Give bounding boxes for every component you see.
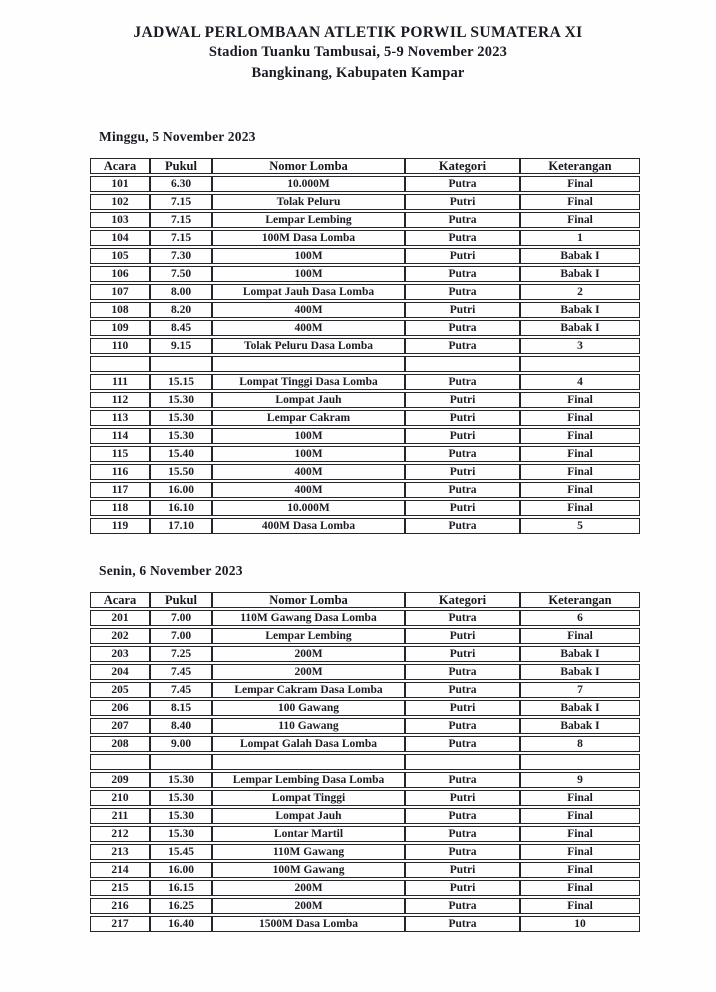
table-row-empty bbox=[90, 754, 640, 770]
cell-acara: 112 bbox=[90, 392, 150, 408]
cell-acara: 214 bbox=[90, 862, 150, 878]
cell-keterangan: Babak I bbox=[520, 266, 640, 282]
col-header-acara: Acara bbox=[90, 158, 150, 174]
table-row bbox=[90, 790, 640, 806]
cell-kategori: Putra bbox=[405, 844, 520, 860]
cell-keterangan: Final bbox=[520, 482, 640, 498]
cell-keterangan: Babak I bbox=[520, 718, 640, 734]
day-section-minggu bbox=[0, 129, 716, 536]
cell-acara: 111 bbox=[90, 374, 150, 390]
cell-acara: 105 bbox=[90, 248, 150, 264]
cell-kategori: Putra bbox=[405, 230, 520, 246]
cell-keterangan: Final bbox=[520, 628, 640, 644]
cell-nomor-lomba: 100M Dasa Lomba bbox=[212, 230, 405, 246]
cell-kategori: Putra bbox=[405, 284, 520, 300]
cell-kategori bbox=[405, 754, 520, 770]
cell-keterangan: Final bbox=[520, 212, 640, 228]
table-header bbox=[90, 592, 640, 608]
cell-keterangan: 9 bbox=[520, 772, 640, 788]
table-row bbox=[90, 500, 640, 516]
cell-kategori: Putri bbox=[405, 628, 520, 644]
cell-nomor-lomba: Lompat Jauh bbox=[212, 392, 405, 408]
cell-acara: 113 bbox=[90, 410, 150, 426]
cell-nomor-lomba: 10.000M bbox=[212, 500, 405, 516]
cell-nomor-lomba: Lompat Jauh Dasa Lomba bbox=[212, 284, 405, 300]
cell-pukul: 15.30 bbox=[150, 410, 212, 426]
cell-kategori: Putra bbox=[405, 718, 520, 734]
cell-kategori: Putri bbox=[405, 464, 520, 480]
cell-acara: 217 bbox=[90, 916, 150, 932]
table-row bbox=[90, 464, 640, 480]
cell-keterangan: 7 bbox=[520, 682, 640, 698]
cell-nomor-lomba: 400M bbox=[212, 464, 405, 480]
cell-nomor-lomba: 1500M Dasa Lomba bbox=[212, 916, 405, 932]
cell-nomor-lomba bbox=[212, 356, 405, 372]
cell-keterangan: Final bbox=[520, 880, 640, 896]
table-row bbox=[90, 736, 640, 752]
cell-acara: 116 bbox=[90, 464, 150, 480]
cell-kategori: Putri bbox=[405, 500, 520, 516]
cell-acara: 202 bbox=[90, 628, 150, 644]
cell-kategori: Putri bbox=[405, 646, 520, 662]
cell-pukul: 7.15 bbox=[150, 194, 212, 210]
cell-pukul: 17.10 bbox=[150, 518, 212, 534]
cell-acara: 212 bbox=[90, 826, 150, 842]
cell-nomor-lomba: 100M bbox=[212, 446, 405, 462]
cell-kategori: Putra bbox=[405, 212, 520, 228]
table-header-row bbox=[90, 158, 640, 174]
cell-nomor-lomba: 200M bbox=[212, 664, 405, 680]
cell-nomor-lomba: 110 Gawang bbox=[212, 718, 405, 734]
cell-nomor-lomba: Lempar Lembing bbox=[212, 628, 405, 644]
table-row bbox=[90, 664, 640, 680]
cell-pukul: 8.45 bbox=[150, 320, 212, 336]
table-row bbox=[90, 682, 640, 698]
cell-acara: 101 bbox=[90, 176, 150, 192]
cell-kategori: Putra bbox=[405, 518, 520, 534]
table-row bbox=[90, 898, 640, 914]
cell-kategori: Putri bbox=[405, 862, 520, 878]
cell-keterangan: Babak I bbox=[520, 320, 640, 336]
cell-keterangan: 6 bbox=[520, 610, 640, 626]
cell-kategori: Putri bbox=[405, 392, 520, 408]
cell-nomor-lomba: 200M bbox=[212, 646, 405, 662]
cell-pukul: 8.00 bbox=[150, 284, 212, 300]
cell-pukul: 8.15 bbox=[150, 700, 212, 716]
document-title bbox=[0, 0, 716, 84]
table-row bbox=[90, 302, 640, 318]
cell-acara: 108 bbox=[90, 302, 150, 318]
cell-nomor-lomba: Tolak Peluru bbox=[212, 194, 405, 210]
cell-nomor-lomba: 100M bbox=[212, 428, 405, 444]
cell-keterangan: Final bbox=[520, 826, 640, 842]
cell-nomor-lomba: Lompat Jauh bbox=[212, 808, 405, 824]
schedule-table-minggu bbox=[90, 156, 640, 536]
cell-acara: 208 bbox=[90, 736, 150, 752]
cell-acara: 203 bbox=[90, 646, 150, 662]
cell-kategori: Putra bbox=[405, 736, 520, 752]
cell-acara: 207 bbox=[90, 718, 150, 734]
cell-pukul: 15.30 bbox=[150, 826, 212, 842]
cell-keterangan: Final bbox=[520, 898, 640, 914]
cell-keterangan: Final bbox=[520, 844, 640, 860]
cell-kategori: Putra bbox=[405, 808, 520, 824]
cell-nomor-lomba: Lompat Tinggi bbox=[212, 790, 405, 806]
cell-kategori: Putri bbox=[405, 880, 520, 896]
cell-keterangan: 3 bbox=[520, 338, 640, 354]
cell-pukul bbox=[150, 356, 212, 372]
cell-pukul: 7.45 bbox=[150, 682, 212, 698]
table-row bbox=[90, 718, 640, 734]
cell-keterangan: Final bbox=[520, 410, 640, 426]
col-header-keterangan: Keterangan bbox=[520, 592, 640, 608]
cell-kategori: Putra bbox=[405, 772, 520, 788]
cell-kategori: Putri bbox=[405, 302, 520, 318]
cell-acara: 109 bbox=[90, 320, 150, 336]
cell-pukul: 15.40 bbox=[150, 446, 212, 462]
cell-acara: 117 bbox=[90, 482, 150, 498]
cell-nomor-lomba: 100 Gawang bbox=[212, 700, 405, 716]
title-line-1: JADWAL PERLOMBAAN ATLETIK PORWIL SUMATERA XI bbox=[133, 24, 583, 41]
day-section-senin bbox=[0, 563, 716, 934]
table-row bbox=[90, 808, 640, 824]
cell-keterangan: Final bbox=[520, 862, 640, 878]
table-row bbox=[90, 338, 640, 354]
cell-pukul: 9.00 bbox=[150, 736, 212, 752]
table-row bbox=[90, 212, 640, 228]
cell-acara: 119 bbox=[90, 518, 150, 534]
cell-pukul: 16.00 bbox=[150, 482, 212, 498]
cell-kategori: Putra bbox=[405, 266, 520, 282]
cell-pukul: 16.25 bbox=[150, 898, 212, 914]
cell-kategori: Putra bbox=[405, 916, 520, 932]
cell-acara: 211 bbox=[90, 808, 150, 824]
table-row bbox=[90, 826, 640, 842]
cell-pukul bbox=[150, 754, 212, 770]
cell-nomor-lomba: 110M Gawang bbox=[212, 844, 405, 860]
col-header-nomor-lomba: Nomor Lomba bbox=[212, 592, 405, 608]
cell-acara: 115 bbox=[90, 446, 150, 462]
cell-acara: 201 bbox=[90, 610, 150, 626]
table-body bbox=[90, 610, 640, 932]
cell-acara: 107 bbox=[90, 284, 150, 300]
cell-kategori: Putra bbox=[405, 320, 520, 336]
cell-acara: 110 bbox=[90, 338, 150, 354]
table-row bbox=[90, 374, 640, 390]
cell-keterangan: 8 bbox=[520, 736, 640, 752]
cell-pukul: 15.50 bbox=[150, 464, 212, 480]
cell-kategori: Putri bbox=[405, 700, 520, 716]
table-row bbox=[90, 518, 640, 534]
cell-pukul: 6.30 bbox=[150, 176, 212, 192]
cell-kategori: Putra bbox=[405, 826, 520, 842]
table-header-row bbox=[90, 592, 640, 608]
cell-nomor-lomba: 400M Dasa Lomba bbox=[212, 518, 405, 534]
cell-acara: 216 bbox=[90, 898, 150, 914]
section-heading-senin: Senin, 6 November 2023 bbox=[99, 563, 243, 578]
cell-pukul: 15.30 bbox=[150, 428, 212, 444]
cell-acara bbox=[90, 754, 150, 770]
cell-pukul: 8.40 bbox=[150, 718, 212, 734]
schedule-table-senin bbox=[90, 590, 640, 934]
cell-keterangan: Final bbox=[520, 428, 640, 444]
cell-acara: 102 bbox=[90, 194, 150, 210]
table-row bbox=[90, 862, 640, 878]
col-header-acara: Acara bbox=[90, 592, 150, 608]
table-row bbox=[90, 176, 640, 192]
cell-pukul: 7.00 bbox=[150, 628, 212, 644]
cell-pukul: 16.10 bbox=[150, 500, 212, 516]
cell-kategori: Putra bbox=[405, 446, 520, 462]
cell-kategori: Putri bbox=[405, 248, 520, 264]
cell-nomor-lomba: 100M bbox=[212, 248, 405, 264]
table-row bbox=[90, 266, 640, 282]
cell-keterangan: Final bbox=[520, 446, 640, 462]
cell-keterangan: 2 bbox=[520, 284, 640, 300]
cell-acara: 114 bbox=[90, 428, 150, 444]
cell-pukul: 7.00 bbox=[150, 610, 212, 626]
cell-keterangan: 5 bbox=[520, 518, 640, 534]
cell-pukul: 16.40 bbox=[150, 916, 212, 932]
cell-nomor-lomba: Lempar Lembing Dasa Lomba bbox=[212, 772, 405, 788]
cell-nomor-lomba: Lontar Martil bbox=[212, 826, 405, 842]
table-row bbox=[90, 880, 640, 896]
cell-nomor-lomba: 100M bbox=[212, 266, 405, 282]
section-heading-minggu: Minggu, 5 November 2023 bbox=[99, 129, 256, 144]
cell-kategori: Putra bbox=[405, 338, 520, 354]
cell-nomor-lomba: 110M Gawang Dasa Lomba bbox=[212, 610, 405, 626]
cell-pukul: 7.50 bbox=[150, 266, 212, 282]
cell-keterangan: 10 bbox=[520, 916, 640, 932]
cell-acara: 210 bbox=[90, 790, 150, 806]
cell-keterangan: Final bbox=[520, 464, 640, 480]
cell-pukul: 7.15 bbox=[150, 212, 212, 228]
cell-kategori: Putra bbox=[405, 898, 520, 914]
col-header-kategori: Kategori bbox=[405, 158, 520, 174]
cell-acara: 206 bbox=[90, 700, 150, 716]
cell-acara: 213 bbox=[90, 844, 150, 860]
table-row bbox=[90, 284, 640, 300]
cell-kategori: Putra bbox=[405, 482, 520, 498]
table-row bbox=[90, 446, 640, 462]
table-row bbox=[90, 700, 640, 716]
cell-pukul: 7.25 bbox=[150, 646, 212, 662]
cell-keterangan: Final bbox=[520, 392, 640, 408]
cell-keterangan: Babak I bbox=[520, 302, 640, 318]
cell-keterangan: Babak I bbox=[520, 248, 640, 264]
cell-pukul: 15.30 bbox=[150, 392, 212, 408]
table-row bbox=[90, 844, 640, 860]
col-header-nomor-lomba: Nomor Lomba bbox=[212, 158, 405, 174]
table-header bbox=[90, 158, 640, 174]
cell-nomor-lomba: Tolak Peluru Dasa Lomba bbox=[212, 338, 405, 354]
cell-pukul: 7.15 bbox=[150, 230, 212, 246]
cell-pukul: 15.30 bbox=[150, 790, 212, 806]
cell-keterangan: Final bbox=[520, 808, 640, 824]
col-header-kategori: Kategori bbox=[405, 592, 520, 608]
table-row bbox=[90, 194, 640, 210]
table-row bbox=[90, 482, 640, 498]
cell-keterangan: Final bbox=[520, 176, 640, 192]
cell-nomor-lomba: 400M bbox=[212, 320, 405, 336]
cell-nomor-lomba: Lompat Tinggi Dasa Lomba bbox=[212, 374, 405, 390]
table-row bbox=[90, 320, 640, 336]
col-header-keterangan: Keterangan bbox=[520, 158, 640, 174]
cell-pukul: 15.30 bbox=[150, 808, 212, 824]
cell-acara bbox=[90, 356, 150, 372]
cell-kategori: Putri bbox=[405, 410, 520, 426]
cell-nomor-lomba: 10.000M bbox=[212, 176, 405, 192]
cell-nomor-lomba: 100M Gawang bbox=[212, 862, 405, 878]
table-row bbox=[90, 392, 640, 408]
table-body bbox=[90, 176, 640, 534]
cell-acara: 215 bbox=[90, 880, 150, 896]
table-row bbox=[90, 628, 640, 644]
cell-acara: 205 bbox=[90, 682, 150, 698]
cell-keterangan bbox=[520, 356, 640, 372]
cell-acara: 209 bbox=[90, 772, 150, 788]
cell-keterangan: Babak I bbox=[520, 664, 640, 680]
cell-pukul: 8.20 bbox=[150, 302, 212, 318]
cell-keterangan: Babak I bbox=[520, 700, 640, 716]
cell-acara: 118 bbox=[90, 500, 150, 516]
cell-keterangan bbox=[520, 754, 640, 770]
table-row bbox=[90, 646, 640, 662]
cell-kategori: Putri bbox=[405, 428, 520, 444]
table-row bbox=[90, 772, 640, 788]
title-line-2: Stadion Tuanku Tambusai, 5-9 November 2023 bbox=[208, 44, 508, 60]
cell-keterangan: Final bbox=[520, 500, 640, 516]
cell-nomor-lomba: Lempar Lembing bbox=[212, 212, 405, 228]
cell-kategori: Putra bbox=[405, 374, 520, 390]
cell-pukul: 15.45 bbox=[150, 844, 212, 860]
cell-acara: 106 bbox=[90, 266, 150, 282]
cell-acara: 104 bbox=[90, 230, 150, 246]
cell-kategori: Putra bbox=[405, 664, 520, 680]
cell-pukul: 16.00 bbox=[150, 862, 212, 878]
cell-pukul: 15.15 bbox=[150, 374, 212, 390]
cell-nomor-lomba: 200M bbox=[212, 898, 405, 914]
cell-pukul: 9.15 bbox=[150, 338, 212, 354]
table-row bbox=[90, 230, 640, 246]
table-row bbox=[90, 610, 640, 626]
cell-kategori bbox=[405, 356, 520, 372]
col-header-pukul: Pukul bbox=[150, 592, 212, 608]
cell-acara: 204 bbox=[90, 664, 150, 680]
cell-pukul: 7.45 bbox=[150, 664, 212, 680]
cell-kategori: Putra bbox=[405, 176, 520, 192]
cell-kategori: Putri bbox=[405, 790, 520, 806]
cell-kategori: Putra bbox=[405, 610, 520, 626]
cell-pukul: 16.15 bbox=[150, 880, 212, 896]
cell-keterangan: 4 bbox=[520, 374, 640, 390]
title-line-3: Bangkinang, Kabupaten Kampar bbox=[251, 65, 465, 81]
table-row bbox=[90, 248, 640, 264]
cell-kategori: Putra bbox=[405, 682, 520, 698]
table-row-empty bbox=[90, 356, 640, 372]
cell-pukul: 15.30 bbox=[150, 772, 212, 788]
table-row bbox=[90, 410, 640, 426]
cell-nomor-lomba: 400M bbox=[212, 302, 405, 318]
cell-nomor-lomba: 200M bbox=[212, 880, 405, 896]
cell-kategori: Putri bbox=[405, 194, 520, 210]
cell-keterangan: Final bbox=[520, 194, 640, 210]
table-row bbox=[90, 916, 640, 932]
col-header-pukul: Pukul bbox=[150, 158, 212, 174]
cell-acara: 103 bbox=[90, 212, 150, 228]
table-row bbox=[90, 428, 640, 444]
cell-nomor-lomba: 400M bbox=[212, 482, 405, 498]
cell-keterangan: Final bbox=[520, 790, 640, 806]
cell-nomor-lomba: Lempar Cakram Dasa Lomba bbox=[212, 682, 405, 698]
cell-keterangan: Babak I bbox=[520, 646, 640, 662]
cell-keterangan: 1 bbox=[520, 230, 640, 246]
cell-nomor-lomba: Lempar Cakram bbox=[212, 410, 405, 426]
cell-nomor-lomba: Lompat Galah Dasa Lomba bbox=[212, 736, 405, 752]
cell-nomor-lomba bbox=[212, 754, 405, 770]
cell-pukul: 7.30 bbox=[150, 248, 212, 264]
